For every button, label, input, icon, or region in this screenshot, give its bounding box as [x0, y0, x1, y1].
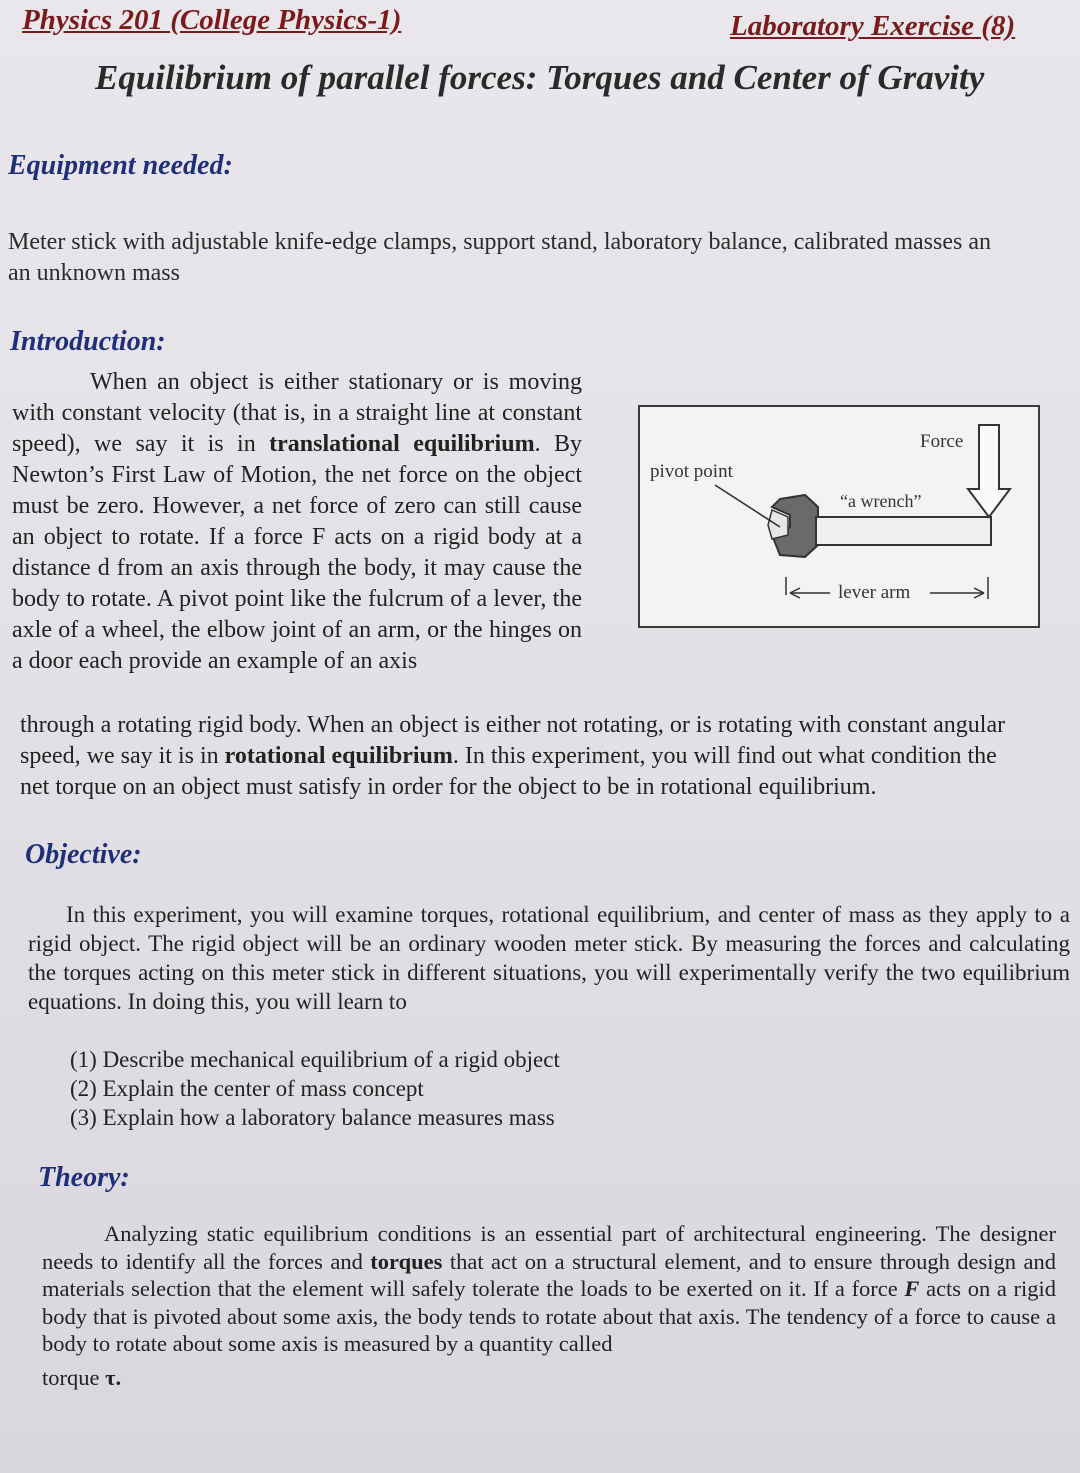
introduction-continuation — [20, 710, 1080, 803]
exercise-number: Laboratory Exercise (8) — [730, 10, 1016, 42]
bolt — [768, 510, 788, 539]
objective-heading: Objective: — [25, 839, 142, 870]
theory-torque-word: torque — [42, 1364, 106, 1390]
intro-line-3: net torque on an object must satisfy in order for the object to be in rotational equilibrium. — [20, 774, 877, 800]
theory-text-e: acts on a rigid body that is pivoted about some axis, the body tends to rotate about that axis. The tendency of a force to cause a body to rotate about some axis is measured by a quantity called — [42, 1276, 1056, 1356]
wrench-figure — [638, 405, 1040, 628]
introduction-paragraph — [12, 367, 582, 677]
equipment-line-2: an unknown mass — [8, 260, 180, 286]
theory-text — [42, 1220, 1056, 1358]
page-title: Equilibrium of parallel forces: Torques and Center of Gravity — [95, 58, 985, 97]
intro-line-2 — [20, 741, 1080, 772]
list-item: (1) Describe mechanical equilibrium of a rigid object — [70, 1047, 560, 1072]
list-item: (3) Explain how a laboratory balance measures mass — [70, 1105, 555, 1130]
force-arrow-icon — [968, 425, 1010, 517]
introduction-heading: Introduction: — [10, 326, 166, 357]
intro-line-2a: speed, we say it is in — [20, 743, 225, 769]
course-title: Physics 201 (College Physics-1) — [22, 4, 402, 36]
force-label: Force — [920, 431, 964, 452]
intro-text-a: When an object is either stationary or is moving with constant velocity (that is, in a straight line at constant speed), we say it is in — [12, 369, 582, 457]
list-item: (2) Explain the center of mass concept — [70, 1076, 424, 1101]
theory-text-a: Analyzing static equilibrium conditions is an essential part of architectural engineering. The designer needs to identify all the forces and — [42, 1221, 1056, 1274]
objective-list — [70, 1045, 560, 1132]
wrench-label: “a wrench” — [840, 491, 922, 511]
intro-bold-translational: translational equilibrium — [269, 431, 535, 457]
equipment-heading: Equipment needed: — [8, 150, 233, 181]
wrench-handle — [816, 517, 991, 545]
intro-line-1: through a rotating rigid body. When an object is either not rotating, or is rotating with constant angular — [20, 712, 1006, 738]
objective-paragraph — [28, 900, 1070, 1016]
introduction-text — [12, 367, 582, 677]
intro-bold-rotational: rotational equilibrium — [224, 743, 453, 769]
theory-force-symbol: F — [904, 1276, 920, 1301]
intro-text-c: . By Newton’s First Law of Motion, the net force on the object must be zero. However, a net force of zero can still cause an object to rotate. If a force F acts on a rigid body at a distance d from an axis through the body, it may cause the body to rotate. A pivot point like the fulcrum of a lever, the axle of a wheel, the elbow joint of an arm, or the hinges on a door each provide an example of an axis — [12, 431, 582, 674]
equipment-line-1: Meter stick with adjustable knife-edge clamps, support stand, laboratory balance, calibrated masses an — [8, 229, 992, 255]
theory-bold-torques: torques — [370, 1248, 443, 1274]
theory-text-c: that act on a structural element, and to ensure through design and materials selection that the element will safely tolerate the loads to be exerted on it. If a force — [42, 1248, 1056, 1301]
theory-paragraph — [42, 1220, 1056, 1391]
theory-heading: Theory: — [38, 1162, 130, 1193]
theory-tau-symbol: τ. — [105, 1364, 122, 1390]
objective-text: In this experiment, you will examine torques, rotational equilibrium, and center of mass as they apply to a rigid object. The rigid object will be an ordinary wooden meter stick. By measuring the forces and calculating the torques acting on this meter stick in different situations, you will experimentally verify the two equilibrium equations. In doing this, you will learn to — [28, 902, 1070, 1014]
pivot-pointer — [715, 485, 780, 527]
intro-line-2c: . In this experiment, you will find out what condition the — [452, 743, 997, 769]
equipment-text — [8, 227, 991, 289]
lever-arm-label: lever arm — [838, 582, 911, 603]
theory-last-line — [42, 1364, 1056, 1392]
pivot-point-label: pivot point — [650, 461, 733, 482]
